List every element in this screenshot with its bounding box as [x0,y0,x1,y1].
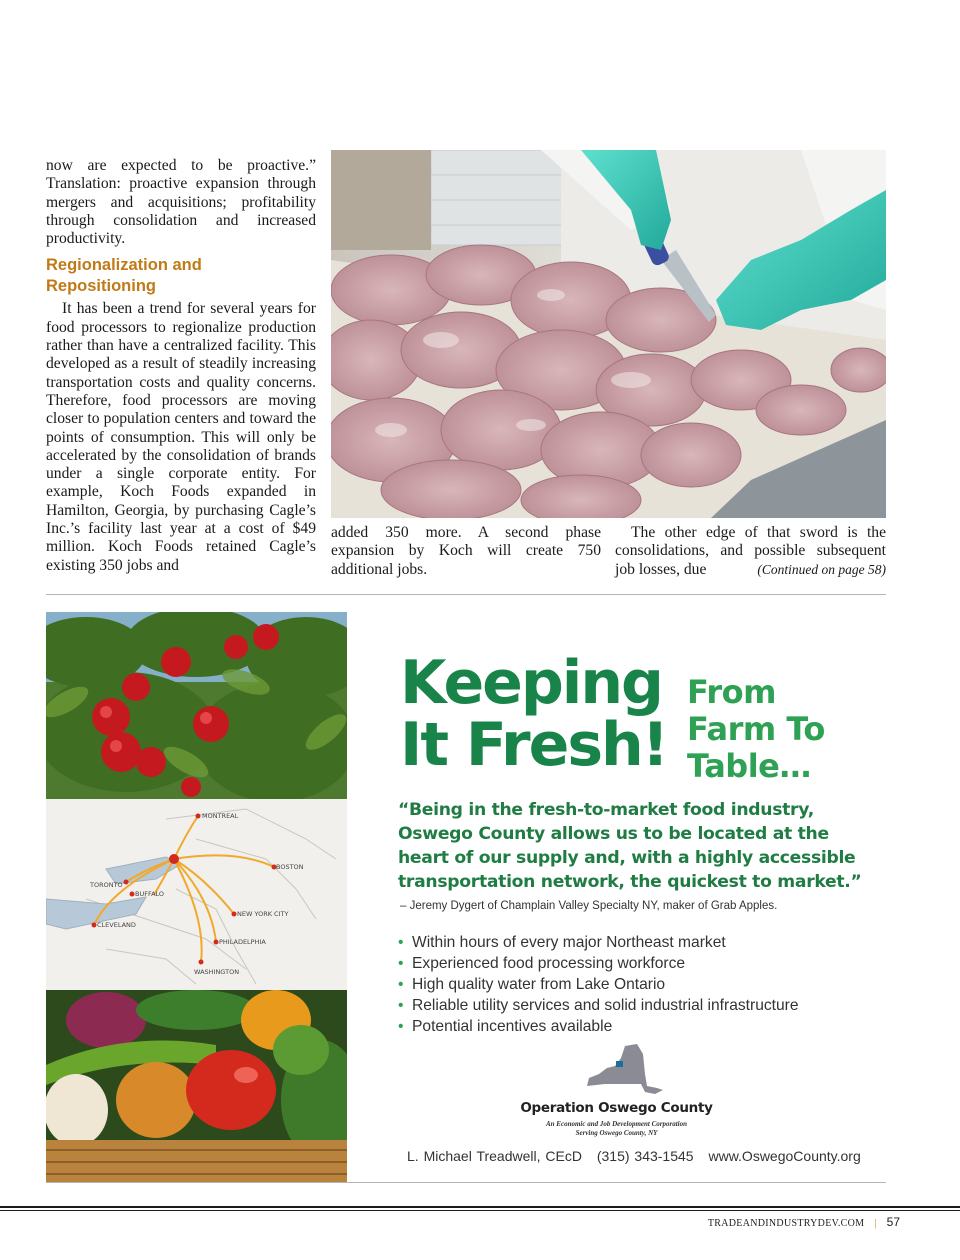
page-footer [708,1215,900,1229]
quote-attribution: – Jeremy Dygert of Champlain Valley Specialty NY, maker of Grab Apples. [400,900,778,912]
article-paragraph: added 350 more. A second phase expansion by Koch will create 750 additional jobs. [331,524,601,578]
article-column-3 [615,524,886,579]
benefit-item: • Reliable utility services and solid industrial infrastructure [398,997,799,1014]
footer-rule [0,1210,960,1211]
meat-processing-photo [331,150,886,518]
ad-copy [347,612,886,1182]
section-divider [46,594,886,595]
city-label-washington: WASHINGTON [194,968,240,976]
footer-rule [0,1206,960,1208]
city-label-boston: BOSTON [276,863,304,871]
article-column-2 [331,524,601,579]
footer-site: TRADEANDINDUSTRYDEV.COM [707,1218,865,1229]
organization-tagline: Serving Oswego County, NY [575,1129,658,1137]
subheadline-line: Table… [687,747,811,785]
bullet-icon: • [398,1018,404,1035]
city-label-buffalo: BUFFALO [135,890,165,898]
article-paragraph: now are expected to be proactive.” Translation: proactive expansion through mergers and acquisitions; profitability through consolidation and increased productivity. [46,157,316,248]
city-label-montreal: MONTREAL [202,812,239,820]
testimonial-quote: “Being in the fresh-to-market food industry, Oswego County allows us to be located at the heart of our supply and, with a highly accessible transportation network, the quickest to market.” [398,800,862,892]
continued-note: (Continued on page 58) [757,561,886,577]
article-paragraph: It has been a trend for several years for food processors to regionalize production rather than have a centralized facility. This developed as a result of steadily increasing transportation costs and quality concerns. Therefore, food processors are moving closer to population centers and toward the points of consumption. This will only be accelerated by the consolidation of brands under a single corporate entity. For example, Koch Foods expanded in Hamilton, Georgia, by purchasing Cagle’s Inc.’s facility last year at a cost of $49 million. Koch Foods retained Cagle’s existing 350 jobs and [46,300,316,574]
new-york-state-icon [585,1044,665,1096]
contact-line [407,1148,871,1164]
subheadline-line: From [687,673,776,711]
city-label-new-york: NEW YORK CITY [237,910,289,918]
section-heading: Regionalization and Repositioning [46,256,202,296]
headline-line: Keeping [400,648,663,718]
bullet-icon: • [398,934,404,951]
article-paragraph: The other edge of that sword is the consolidations, and possible subsequent job losses, due [615,524,886,578]
contact-website[interactable]: www.OswegoCounty.org [708,1148,861,1164]
organization-tagline: An Economic and Job Development Corporation [546,1120,687,1128]
subheadline-line: Farm To [687,710,825,748]
apple-tree-photo [46,612,347,799]
transport-route-map [46,799,347,990]
vegetables-photo [46,990,347,1182]
city-label-philadelphia: PHILADELPHIA [219,938,266,946]
article-column-1 [46,157,316,575]
benefit-list [398,932,799,1037]
benefit-item: • High quality water from Lake Ontario [398,976,666,993]
city-label-toronto: TORONTO [90,881,123,889]
benefit-item: • Potential incentives available [398,1018,613,1035]
benefit-item: • Experienced food processing workforce [398,955,686,972]
ad-image-column [46,612,347,1182]
benefit-item: • Within hours of every major Northeast market [398,934,726,951]
bullet-icon: • [398,955,404,972]
ad-subheadline [687,674,825,785]
headline-line: It Fresh! [400,710,668,780]
ad-bottom-divider [46,1182,886,1183]
page-number: 57 [886,1215,900,1229]
bullet-icon: • [398,997,404,1014]
city-label-cleveland: CLEVELAND [97,921,136,929]
contact-phone: (315) 343-1545 [596,1148,694,1164]
ad-headline [400,648,668,780]
footer-separator: | [874,1218,877,1229]
bullet-icon: • [398,976,404,993]
advertisement [46,612,886,1182]
organization-name: Operation Oswego County [520,1100,713,1116]
contact-name: L. Michael Treadwell, CEcD [407,1148,582,1164]
